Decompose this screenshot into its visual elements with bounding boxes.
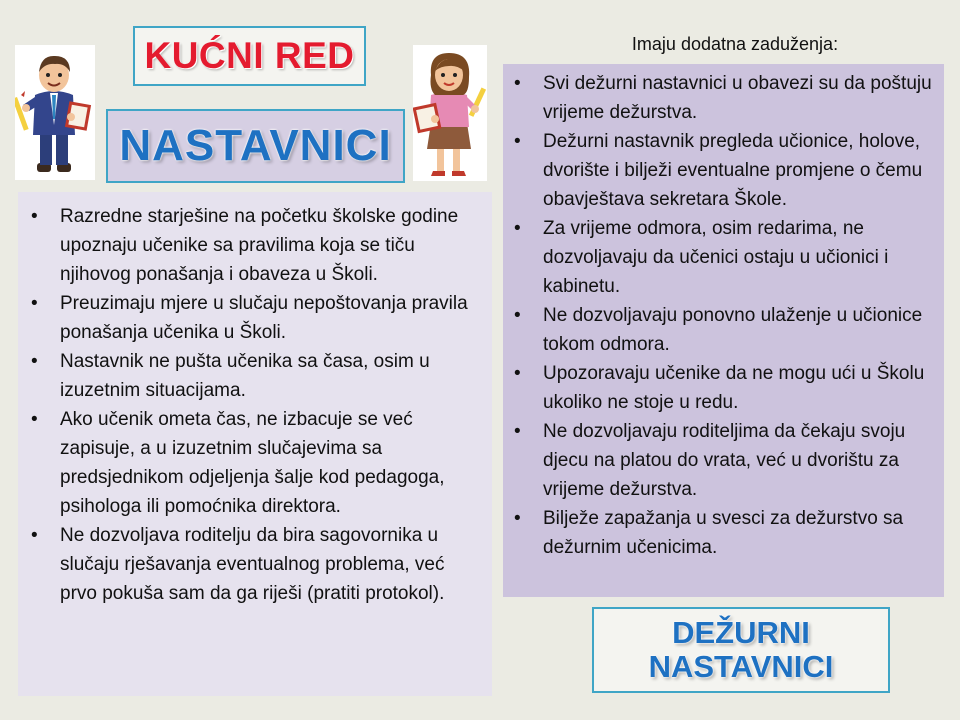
title-kucni-red [133, 26, 366, 86]
title-kucni-red-text: KUĆNI RED [144, 35, 355, 76]
teachers-rules-list [18, 192, 492, 608]
title-dezurni-line2: NASTAVNICI [648, 649, 834, 684]
title-dezurni-line1: DEŽURNI [672, 615, 810, 650]
list-item: • Za vrijeme odmora, osim redarima, ne dozvoljavaju da učenici ostaju u učionici i kabinetu. [543, 214, 938, 301]
duty-teachers-panel [503, 64, 944, 597]
title-dezurni-nastavnici [592, 607, 890, 693]
list-item: • Ako učenik ometa čas, ne izbacuje se već zapisuje, a u izuzetnim slučajevima sa predsjednikom odjeljenja šalje kod pedagoga, psihologa ili pomoćnika direktora. [60, 405, 484, 521]
title-nastavnici [106, 109, 405, 183]
title-nastavnici-text: NASTAVNICI [119, 121, 392, 170]
female-teacher-illustration [413, 45, 487, 181]
list-item: • Bilježe zapažanja u svesci za dežurstvo sa dežurnim učenicima. [543, 504, 938, 562]
list-item: • Dežurni nastavnik pregleda učionice, holove, dvorište i bilježi eventualne promjene o čemu obavještava sekretara Škole. [543, 127, 938, 214]
male-teacher-illustration [15, 45, 95, 180]
caption-dodatna-zaduzenja: Imaju dodatna zaduženja: [631, 34, 839, 54]
list-item: • Nastavnik ne pušta učenika sa časa, osim u izuzetnim situacijama. [60, 347, 484, 405]
list-item: • Upozoravaju učenike da ne mogu ući u Školu ukoliko ne stoje u redu. [543, 359, 938, 417]
list-item: • Svi dežurni nastavnici u obavezi su da poštuju vrijeme dežurstva. [543, 69, 938, 127]
female-teacher-icon [413, 45, 487, 181]
teachers-rules-panel [18, 192, 492, 696]
list-item: • Preuzimaju mjere u slučaju nepoštovanja pravila ponašanja učenika u Školi. [60, 289, 484, 347]
list-item: • Razredne starješine na početku školske godine upoznaju učenike sa pravilima koja se tiču njihovog ponašanja i obaveza u Školi. [60, 202, 484, 289]
list-item: • Ne dozvoljavaju roditeljima da čekaju svoju djecu na platou do vrata, već u dvorištu za vrijeme dežurstva. [543, 417, 938, 504]
list-item: • Ne dozvoljavaju ponovno ulaženje u učionice tokom odmora. [543, 301, 938, 359]
list-item: • Ne dozvoljava roditelju da bira sagovornika u slučaju rješavanja eventualnog problema, već prvo pokuša sam da ga riješi (pratiti protokol). [60, 521, 484, 608]
duty-teachers-list [503, 64, 944, 562]
male-teacher-icon [15, 45, 95, 180]
